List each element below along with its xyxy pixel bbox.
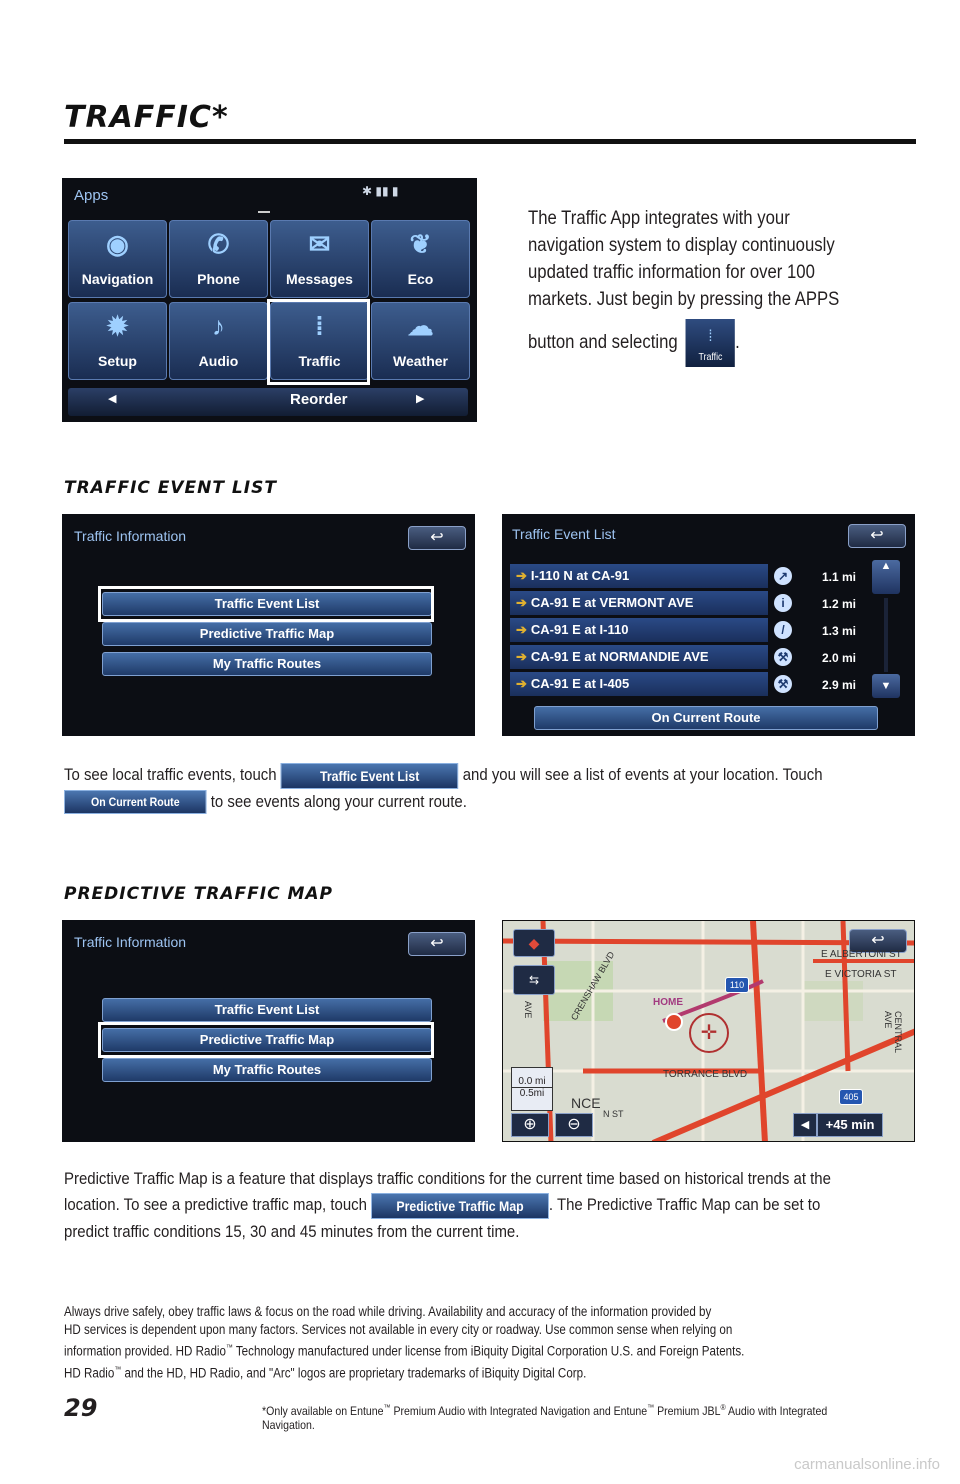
street-label: E ALBERTONI ST [821,949,902,960]
intro-line [528,319,880,367]
intro-paragraph [528,205,880,367]
apps-divider [258,211,270,213]
back-arrow-icon: ↩ [430,529,444,546]
street-label: NCE [571,1095,601,1111]
disclaimer-line: HD services is dependent upon many factors. Services not available in every city or roadway. Use common sense when relying on [64,1322,733,1337]
event-list-heading: TRAFFIC EVENT LIST [64,478,277,498]
status-icons: ✱ ▮▮ ▮ [362,184,399,198]
highway-shield-110: 110 [725,977,749,993]
desc-prefix: location. To see a predictive traffic map, touch [64,1195,367,1214]
highway-shield-405: 405 [839,1089,863,1105]
direction-icon: ➔ [516,649,527,664]
traffic-icon-label: Traffic [698,352,723,363]
direction-icon: ➔ [516,622,527,637]
intro-line-prefix: button and selecting [528,332,678,354]
tile-label: Traffic [298,353,341,369]
footnote-text: *Only available on Entune [262,1404,384,1418]
apps-bottom-bar [68,388,468,416]
music-note-icon: ♪ [212,311,225,341]
watermark: carmanualsonline.info [794,1456,940,1473]
back-arrow-icon: ↩ [870,527,884,544]
tile-messages[interactable] [270,220,369,298]
predictive-traffic-map-button[interactable]: Predictive Traffic Map [102,622,432,646]
phone-icon: ✆ [207,229,230,259]
predictive-map-screen [502,920,915,1142]
event-row[interactable] [510,618,768,642]
time-back-button[interactable]: ◀ [793,1113,817,1137]
info-icon: i [774,594,792,612]
tile-label: Audio [198,353,239,369]
desc-prefix: To see local traffic events, touch [64,765,277,784]
footnote-text: Premium JBL [654,1404,721,1418]
desc-line: Predictive Traffic Map is a feature that displays traffic conditions for the current time based on historical trends at the [64,1169,831,1188]
tile-label: Navigation [81,271,154,287]
roadwork-icon: ⚒ [774,648,792,666]
inline-predictive-traffic-map-button: Predictive Traffic Map [371,1193,549,1219]
event-label: CA-91 E at NORMANDIE AVE [530,649,709,664]
street-label: N ST [603,1109,624,1119]
congestion-icon: ↗ [774,567,792,585]
availability-footnote [262,1403,876,1432]
event-distance: 2.9 mi [822,678,857,692]
inline-traffic-event-list-button: Traffic Event List [281,763,459,789]
home-pin-icon [665,1013,683,1031]
tile-label: Messages [286,271,353,287]
intro-line: updated traffic information for over 100 [528,262,815,283]
page-title: TRAFFIC* [64,100,229,135]
disclaimer-text: and the HD, HD Radio, and "Arc" logos are proprietary trademarks of iBiquity Digital Corp. [121,1365,587,1380]
event-list-title: Traffic Event List [512,526,616,542]
home-label: HOME [653,997,683,1008]
my-traffic-routes-button[interactable]: My Traffic Routes [102,1058,432,1082]
desc-line [64,1192,909,1219]
back-button[interactable] [848,524,906,548]
traffic-info-title: Traffic Information [74,934,187,950]
event-label: I-110 N at CA-91 [530,568,630,583]
apps-screenshot [62,178,477,422]
reorder-button[interactable]: Reorder [290,391,348,408]
incident-icon: / [774,621,792,639]
tile-setup[interactable] [68,302,167,380]
event-row[interactable] [510,591,768,615]
registered-symbol: ® [720,1403,726,1412]
direction-icon: ➔ [516,676,527,691]
trademark-symbol: ™ [383,1403,391,1412]
street-label: TORRANCE BLVD [663,1069,748,1080]
roadwork-icon: ⚒ [774,675,792,693]
event-row[interactable] [510,564,768,588]
traffic-event-list-button[interactable]: Traffic Event List [102,998,432,1022]
page-number: 29 [64,1394,98,1422]
title-rule [64,139,916,144]
event-list-description [64,762,909,815]
disclaimer-line [64,1339,804,1361]
predictive-description [64,1166,909,1245]
traffic-event-list-button[interactable]: Traffic Event List [102,592,432,616]
trademark-symbol: ™ [225,1343,233,1352]
predictive-traffic-map-button[interactable]: Predictive Traffic Map [102,1028,432,1052]
tile-label: Setup [98,353,137,369]
trademark-symbol: ™ [114,1364,122,1374]
back-button[interactable] [408,932,466,956]
event-distance: 2.0 mi [822,651,857,665]
disclaimer [64,1303,804,1382]
traffic-info-screen-2 [62,920,475,1142]
intro-line: markets. Just begin by pressing the APPS [528,289,840,310]
footnote-text: Premium Audio with Integrated Navigation and Entune [390,1404,648,1418]
congested-road [753,921,765,1142]
back-arrow-icon: ↩ [871,932,885,949]
weather-icon: ☁ [407,311,434,341]
scroll-up-button[interactable]: ▲ [872,560,900,594]
scale-indicator [511,1067,553,1111]
compass-icon: ◉ [106,229,129,259]
on-current-route-button[interactable]: On Current Route [534,706,878,730]
street-label: AVE [523,1001,533,1019]
desc-suffix: to see events along your current route. [210,791,467,811]
predictive-heading: PREDICTIVE TRAFFIC MAP [64,884,334,904]
scrollbar-track[interactable] [884,598,888,672]
intro-line-suffix: . [735,332,740,354]
traffic-light-icon: ⁞ [315,311,324,341]
inline-on-current-route-button: On Current Route [64,790,207,814]
back-arrow-icon: ↩ [430,935,444,952]
envelope-icon: ✉ [308,229,331,259]
event-list-highlight [98,586,434,622]
zoom-out-button[interactable]: ⊖ [555,1113,593,1137]
disclaimer-line [64,1361,804,1383]
traffic-app-icon [686,319,735,367]
my-traffic-routes-button[interactable]: My Traffic Routes [102,652,432,676]
zoom-in-button[interactable]: ⊕ [511,1113,549,1137]
event-row[interactable] [510,672,768,696]
intro-line: The Traffic App integrates with your [528,208,790,229]
gear-icon: ✹ [106,311,129,341]
back-button[interactable] [408,526,466,550]
desc-suffix: . The Predictive Traffic Map can be set to [548,1195,821,1214]
direction-icon: ➔ [516,595,527,610]
scale-bottom-value: 0.5mi [512,1087,552,1099]
disclaimer-text: HD Radio [64,1365,115,1380]
event-distance: 1.3 mi [822,624,857,638]
tile-audio[interactable] [169,302,268,380]
street-label: CRENSHAW BLVD [569,949,617,1022]
event-label: CA-91 E at I-405 [530,676,630,691]
street-label: E VICTORIA ST [825,969,897,980]
cursor-crosshair-icon: ✛ [689,1013,729,1053]
desc-middle: and you will see a list of events at your location. Touch [462,765,823,784]
time-offset-display: +45 min [817,1113,883,1137]
tile-label: Eco [407,271,434,287]
desc-line [64,789,909,815]
disclaimer-text: Technology manufactured under license from iBiquity Digital Corporation U.S. and Foreign Patents. [232,1343,745,1359]
tile-label: Phone [197,271,240,287]
tile-label: Weather [393,353,448,369]
leaf-icon: ❦ [409,229,432,259]
desc-line: predict traffic conditions 15, 30 and 45 minutes from the current time. [64,1221,520,1241]
page-left-arrow[interactable]: ◀ [108,393,117,405]
disclaimer-text: information provided. HD Radio [64,1343,226,1359]
tile-phone[interactable] [169,220,268,298]
park-area [803,981,863,1021]
traffic-light-icon: ⁞ [708,328,713,345]
event-list-screen [502,514,915,736]
tile-eco[interactable] [371,220,470,298]
street-label: CENTRAL AVE [883,1011,903,1053]
desc-line [64,762,909,789]
event-distance: 1.2 mi [822,597,857,611]
trademark-symbol: ™ [647,1403,655,1412]
event-label: CA-91 E at VERMONT AVE [530,595,694,610]
event-row[interactable] [510,645,768,669]
event-label: CA-91 E at I-110 [530,622,629,637]
event-distance: 1.1 mi [822,570,857,584]
map-mode-button[interactable]: ⇆ [513,965,555,995]
scroll-down-button[interactable]: ▼ [872,674,900,698]
tile-navigation[interactable] [68,220,167,298]
traffic-info-screen-1 [62,514,475,736]
footnote-text: Audio with Integrated Navigation. [262,1404,828,1432]
traffic-tile-highlight [267,299,370,385]
traffic-info-title: Traffic Information [74,528,187,544]
scale-top-value: 0.0 mi [518,1076,546,1087]
tile-weather[interactable] [371,302,470,380]
direction-icon: ➔ [516,568,527,583]
disclaimer-line: Always drive safely, obey traffic laws & focus on the road while driving. Availability and accuracy of the information provided by [64,1304,712,1319]
intro-line: navigation system to display continuously [528,235,835,256]
compass-button[interactable]: ◆ [513,929,555,957]
predictive-map-highlight [98,1022,434,1058]
apps-screen-title: Apps [74,187,109,204]
page-right-arrow[interactable]: ▶ [416,393,425,405]
